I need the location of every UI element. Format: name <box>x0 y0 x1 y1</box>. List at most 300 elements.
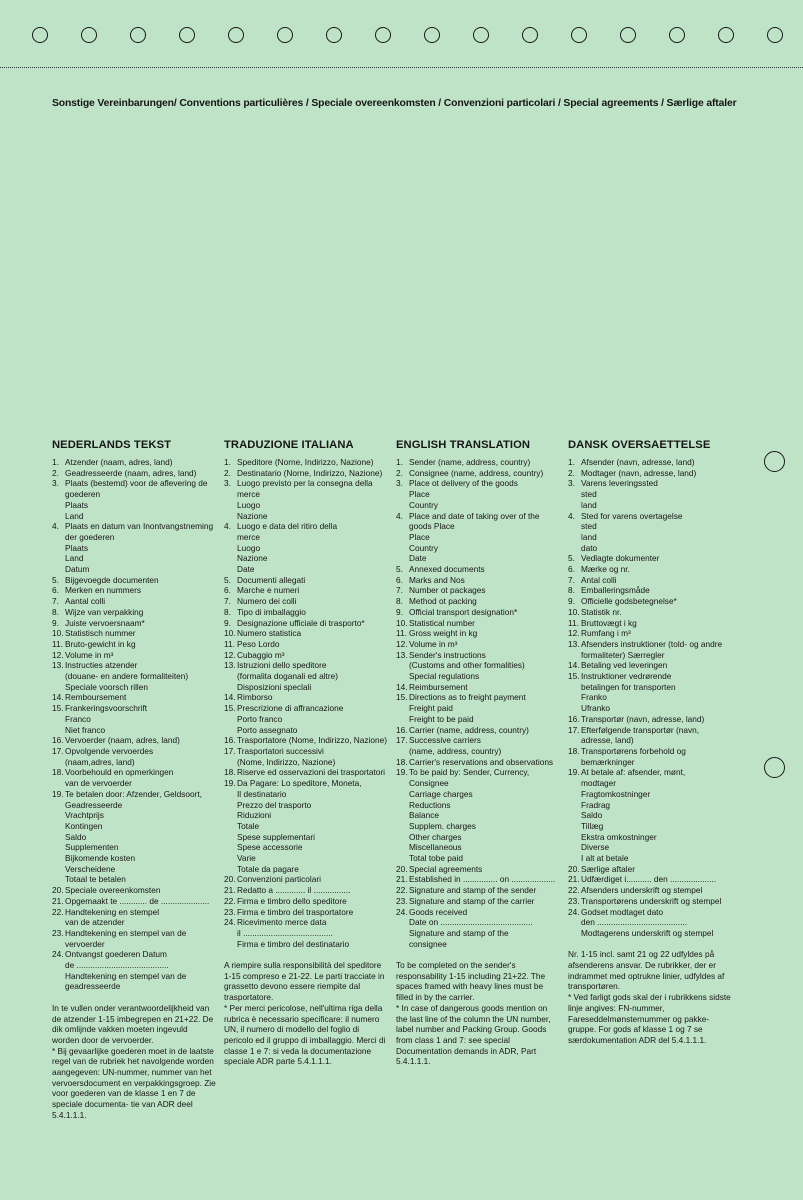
field-label: Vedlagte dokumenter <box>581 553 660 564</box>
field-label: Numero statistica <box>237 628 302 639</box>
field-sublabel: Date on ........................................ <box>409 917 533 928</box>
field-number: 19. <box>568 767 580 778</box>
field-number: 14. <box>568 660 580 671</box>
column-danish <box>568 439 733 1046</box>
field-item <box>52 628 217 639</box>
field-sublabel: Geadresseerde <box>65 799 123 810</box>
field-item <box>568 511 733 554</box>
column-heading: ENGLISH TRANSLATION <box>396 439 531 451</box>
field-item <box>568 767 733 863</box>
field-number: 18. <box>568 745 580 756</box>
field-sublabel: Luogo <box>237 499 261 510</box>
field-number: 4. <box>52 521 59 532</box>
column-note: * Per merci pericolose, nell'ultima riga della rubrica è necessario specificare: il numero UN, il numero di modello del foglio di pericolo ed il gruppo di imballaggio. Merci di classe 1 e 7: si veda la documentazione speciale ADR parte 5.4.1.1.1. <box>224 1002 386 1067</box>
field-sublabel: Saldo <box>581 810 603 821</box>
field-label: Established in ............... on ................... <box>409 874 556 885</box>
binding-hole <box>718 27 734 43</box>
field-label: Transportørens underskrift og stempel <box>581 895 722 906</box>
field-number: 11. <box>224 638 235 649</box>
field-label: Marche e numeri <box>237 585 300 596</box>
field-item <box>52 703 217 735</box>
column-note: Nr. 1-15 incl. samt 21 og 22 udfyldes på afsenderens ansvar. De rubrikker, der er indrammet med optrukne linier, udfyldes af transportøren. <box>568 949 725 992</box>
field-item <box>568 639 733 660</box>
field-label: Peso Lordo <box>237 638 280 649</box>
field-label: Successive carriers <box>409 735 481 746</box>
field-label: Sted for varens overtagelse <box>581 510 683 521</box>
field-item <box>568 885 733 896</box>
field-item <box>396 468 561 479</box>
field-label: Istruzioni dello speditore <box>237 660 327 671</box>
field-sublabel: Totale da pagare <box>237 863 299 874</box>
column-english <box>396 439 561 1067</box>
field-label: Special agreements <box>409 863 483 874</box>
field-sublabel: Date <box>237 564 255 575</box>
field-label: Te betalen door: Afzender, Geldsoort, <box>65 788 202 799</box>
field-sublabel: Disposizioni speclali <box>237 681 312 692</box>
field-label: Atzender (naam, adres, land) <box>65 457 173 467</box>
field-number: 21. <box>396 874 408 885</box>
field-label: Voorbehould en opmerkingen <box>65 767 174 778</box>
field-number: 11. <box>568 617 579 628</box>
field-list <box>396 457 561 949</box>
field-label: Reimbursement <box>409 681 468 692</box>
field-number: 1. <box>224 457 231 467</box>
column-note: A riempire sulla responsibilità del speditore 1-15 compreso e 21-22. Le parti tracciate in grassetto devono essere riempite dal trasportatore. <box>224 960 385 1003</box>
field-number: 5. <box>568 553 575 564</box>
field-item <box>52 735 217 746</box>
field-sublabel: Il destinatario <box>237 788 287 799</box>
field-item <box>224 778 389 874</box>
field-item <box>568 478 733 510</box>
field-label: Trasportatore (Nome, Indirizzo, Nazione) <box>237 735 388 746</box>
field-label: Cubaggio m³ <box>237 649 285 660</box>
field-number: 10. <box>52 628 64 639</box>
field-label: Bruttovægt i kg <box>581 617 637 628</box>
field-item <box>224 896 389 907</box>
field-sublabel: Other charges <box>409 831 462 842</box>
field-item <box>224 639 389 650</box>
field-sublabel: van de atzender <box>65 917 125 928</box>
field-number: 3. <box>224 478 231 489</box>
field-label: Vervoerder (naam, adres, land) <box>65 735 180 746</box>
field-item <box>568 564 733 575</box>
field-number: 14. <box>52 692 64 703</box>
field-number: 2. <box>224 467 231 478</box>
field-item <box>568 618 733 629</box>
field-number: 15. <box>568 671 580 682</box>
field-item <box>52 618 217 629</box>
field-item <box>568 746 733 767</box>
field-sublabel: Special regulations <box>409 671 480 682</box>
field-number: 16. <box>52 735 64 746</box>
field-label: Bruto-gewicht in kg <box>65 638 136 649</box>
field-item <box>396 767 561 863</box>
field-item <box>396 457 561 468</box>
field-item <box>396 607 561 618</box>
field-sublabel: Niet franco <box>65 724 106 735</box>
field-label: Afsenders underskrift og stempel <box>581 885 703 896</box>
field-label: Volume in m³ <box>409 638 458 649</box>
field-sublabel: Plaats <box>65 542 89 553</box>
field-label: Juiste vervoersnaam* <box>65 617 145 628</box>
field-label: Firma e timbro del trasportatore <box>237 906 354 917</box>
field-number: 17. <box>568 724 580 735</box>
field-label: Efterfølgende transportør (navn, adresse, land) <box>581 724 700 746</box>
field-number: 20. <box>52 885 64 896</box>
field-number: 7. <box>396 585 403 596</box>
field-label: Sender (name, address, country) <box>409 457 531 467</box>
field-label: Særlige aftaler <box>581 863 635 874</box>
field-number: 13. <box>224 660 236 671</box>
field-label: Antal colli <box>581 574 617 585</box>
field-number: 1. <box>52 457 59 467</box>
field-item <box>224 607 389 618</box>
binding-hole <box>620 27 636 43</box>
field-label: Officielle godsbetegnelse* <box>581 596 677 607</box>
field-number: 8. <box>396 596 403 607</box>
field-item <box>396 585 561 596</box>
field-item <box>396 639 561 650</box>
field-sublabel: Date <box>409 553 427 564</box>
field-number: 2. <box>396 467 403 478</box>
field-item <box>396 564 561 575</box>
field-label: Luogo e data del ritiro della <box>237 521 338 532</box>
field-label: Frankeringsvoorschrift <box>65 703 148 714</box>
field-sublabel: Land <box>65 510 84 521</box>
field-item <box>396 907 561 950</box>
binding-hole <box>277 27 293 43</box>
field-number: 21. <box>52 895 64 906</box>
field-sublabel: Supplem. charges <box>409 820 476 831</box>
field-number: 16. <box>396 724 408 735</box>
field-label: Transportørens forbehold og <box>581 745 686 756</box>
field-item <box>396 896 561 907</box>
field-label: Modtager (navn, adresse, land) <box>581 467 697 478</box>
column-heading: NEDERLANDS TEKST <box>52 439 172 451</box>
field-sublabel: land <box>581 531 597 542</box>
field-item <box>396 575 561 586</box>
field-item <box>224 585 389 596</box>
field-item <box>568 575 733 586</box>
field-label: Transportør (navn, adresse, land) <box>581 713 705 724</box>
field-item <box>52 789 217 885</box>
field-number: 24. <box>396 906 408 917</box>
field-number: 5. <box>224 574 231 585</box>
field-number: 13. <box>396 649 408 660</box>
field-number: 22. <box>568 885 580 896</box>
field-number: 6. <box>568 564 575 575</box>
field-number: 9. <box>568 596 575 607</box>
field-sublabel: Diverse <box>581 842 610 853</box>
field-sublabel: Country <box>409 542 439 553</box>
field-label: Geadresseerde (naam, adres, land) <box>65 467 197 478</box>
column-italian <box>224 439 389 1067</box>
field-number: 4. <box>224 521 231 532</box>
field-label: Signature and stamp of the sender <box>409 885 537 896</box>
field-sublabel: van de vervoerder <box>65 778 132 789</box>
field-label: Directions as to freight payment <box>409 692 526 703</box>
field-label: Mærke og nr. <box>581 564 630 575</box>
field-label: To be paid by: Sender, Currency, <box>409 767 530 778</box>
field-number: 19. <box>224 778 236 789</box>
field-sublabel: (Customs and other formalities) <box>409 660 525 671</box>
field-number: 17. <box>52 745 64 756</box>
field-item <box>396 692 561 724</box>
field-sublabel: I alt at betale <box>581 853 629 864</box>
field-sublabel: (formalita doganali ed altre) <box>237 671 338 682</box>
binding-hole <box>424 27 440 43</box>
field-sublabel: Porto franco <box>237 713 283 724</box>
field-list <box>568 457 733 939</box>
field-sublabel: (name, address, country) <box>409 745 502 756</box>
field-number: 15. <box>224 703 236 714</box>
field-number: 12. <box>396 638 408 649</box>
field-sublabel: Saldo <box>65 831 87 842</box>
field-item <box>52 639 217 650</box>
field-label: Bijgevoegde documenten <box>65 574 159 585</box>
field-item <box>224 917 389 949</box>
field-item <box>396 650 561 682</box>
field-sublabel: modtager <box>581 778 617 789</box>
field-label: Statistik nr. <box>581 606 622 617</box>
field-label: Carrier's reservations and observations <box>409 756 554 767</box>
field-item <box>52 521 217 575</box>
field-item <box>396 628 561 639</box>
field-label: Statistisch nummer <box>65 628 136 639</box>
field-sublabel: Totale <box>237 820 260 831</box>
field-sublabel: Varie <box>237 853 256 864</box>
field-number: 24. <box>52 949 64 960</box>
field-sublabel: Franco <box>65 713 91 724</box>
field-item <box>52 585 217 596</box>
field-sublabel: de ........................................ <box>65 960 169 971</box>
field-list <box>224 457 389 949</box>
field-item <box>396 596 561 607</box>
field-label: Consignee (name, address, country) <box>409 467 544 478</box>
field-item <box>224 703 389 735</box>
perforation-line <box>0 67 803 68</box>
field-label: Redatto a ............. il ................ <box>237 885 351 896</box>
field-item <box>396 735 561 756</box>
field-number: 14. <box>224 692 236 703</box>
field-item <box>52 928 217 949</box>
field-sublabel: Total tobe paid <box>409 853 463 864</box>
field-label: Firma e timbro dello speditore <box>237 895 347 906</box>
field-label: Aantal colli <box>65 596 106 607</box>
field-sublabel: (douane- en andere formaliteiten) <box>65 671 189 682</box>
field-number: 15. <box>396 692 408 703</box>
field-number: 18. <box>224 767 236 778</box>
field-sublabel: Datum <box>65 564 90 575</box>
field-sublabel: sted <box>581 521 597 532</box>
field-label: Documenti allegati <box>237 574 306 585</box>
field-sublabel: Fradrag <box>581 799 611 810</box>
field-sublabel: Carriage charges <box>409 788 473 799</box>
field-item <box>52 607 217 618</box>
field-item <box>224 735 389 746</box>
field-item <box>224 767 389 778</box>
field-number: 13. <box>52 660 64 671</box>
field-item <box>224 521 389 575</box>
field-item <box>568 596 733 607</box>
field-label: Instructies atzender <box>65 660 138 671</box>
field-number: 6. <box>52 585 59 596</box>
field-number: 1. <box>396 457 403 467</box>
field-label: Handtekening en stempel <box>65 906 160 917</box>
field-sublabel: Totaal te betalen <box>65 874 126 885</box>
field-number: 23. <box>224 906 236 917</box>
field-label: Merken en nummers <box>65 585 142 596</box>
field-number: 13. <box>568 638 580 649</box>
field-item <box>396 725 561 736</box>
binding-hole <box>228 27 244 43</box>
field-item <box>568 864 733 875</box>
field-number: 17. <box>396 735 408 746</box>
field-label: Official transport designation* <box>409 606 518 617</box>
field-number: 12. <box>52 649 64 660</box>
field-sublabel: Ufranko <box>581 703 611 714</box>
field-sublabel: Land <box>65 553 84 564</box>
field-number: 16. <box>224 735 236 746</box>
field-item <box>568 607 733 618</box>
column-dutch <box>52 439 217 1121</box>
field-sublabel: Country <box>409 499 439 510</box>
field-number: 18. <box>52 767 64 778</box>
binding-hole <box>669 27 685 43</box>
field-number: 17. <box>224 745 236 756</box>
field-sublabel: vervoerder <box>65 938 105 949</box>
field-number: 21. <box>568 874 580 885</box>
side-hole-upper <box>764 451 785 472</box>
field-label: Place ot delivery of the goods <box>409 478 518 489</box>
field-item <box>52 596 217 607</box>
field-item <box>224 907 389 918</box>
field-sublabel: den ....................................... <box>581 917 688 928</box>
binding-hole <box>473 27 489 43</box>
field-item <box>52 478 217 521</box>
field-number: 23. <box>568 895 580 906</box>
field-number: 23. <box>52 927 64 938</box>
field-label: Annexed documents <box>409 564 485 575</box>
field-item <box>52 885 217 896</box>
field-item <box>396 864 561 875</box>
binding-hole <box>130 27 146 43</box>
field-label: Convenzioni particolari <box>237 874 321 885</box>
field-item <box>396 511 561 565</box>
field-sublabel: Nazione <box>237 553 268 564</box>
field-number: 22. <box>224 895 236 906</box>
field-item <box>396 757 561 768</box>
field-number: 11. <box>52 638 63 649</box>
field-item <box>396 478 561 510</box>
field-item <box>396 874 561 885</box>
field-label: Tipo di imballaggio <box>237 606 306 617</box>
field-sublabel: Handtekening en stempel van de <box>65 970 187 981</box>
field-item <box>568 874 733 885</box>
column-note: * In case of dangerous goods mention on the last line of the column the UN number, label number and Packing Group. Goods from class 1 and 7: see special Documentation demands in ADR, Part 5.4.1.1.1. <box>396 1002 551 1067</box>
field-label: Opgemaakt te ............ de ..................... <box>65 895 210 906</box>
field-sublabel: Tillæg <box>581 820 604 831</box>
column-note: * Bij gevaarlijke goederen moet in de laatste regel van de rubriek het navolgende worden aangegeven: UN-nummer, nummer van het vervoersdocument en verpakkingsgroep. Zie voor goederen van de klasse 1 en 7 de speciale documenta- tie van ADR deel 5.4.1.1.1. <box>52 1045 216 1120</box>
field-label: Luogo previsto per la consegna della <box>237 478 373 489</box>
field-item <box>224 575 389 586</box>
field-sublabel: (naam,adres, land) <box>65 756 135 767</box>
field-number: 3. <box>568 478 575 489</box>
field-number: 7. <box>224 596 231 607</box>
column-heading: TRADUZIONE ITALIANA <box>224 439 354 451</box>
field-number: 23. <box>396 895 408 906</box>
field-label: Opvolgende vervoerdes <box>65 745 154 756</box>
field-label: Marks and Nos <box>409 574 465 585</box>
field-label: Ontvangst goederen Datum <box>65 949 167 960</box>
field-label: Goods received <box>409 906 468 917</box>
field-item <box>224 660 389 692</box>
field-number: 8. <box>52 606 59 617</box>
field-number: 10. <box>224 628 236 639</box>
field-label: Afsender (navn, adresse, land) <box>581 457 695 467</box>
field-number: 12. <box>224 649 236 660</box>
field-item <box>568 725 733 746</box>
field-item <box>568 628 733 639</box>
field-number: 8. <box>568 585 575 596</box>
field-sublabel: Speciale voorsch rillen <box>65 681 149 692</box>
binding-hole <box>522 27 538 43</box>
field-item <box>52 468 217 479</box>
field-sublabel: (Nome, Indirizzo, Nazione) <box>237 756 336 767</box>
binding-hole <box>375 27 391 43</box>
field-label: Plaats en datum van Inontvangstneming der goederen <box>65 521 214 542</box>
field-sublabel: Plaats <box>65 499 89 510</box>
field-label: Method ot packing <box>409 596 477 607</box>
binding-hole <box>32 27 48 43</box>
field-label: Rimborso <box>237 692 273 703</box>
field-number: 4. <box>396 510 403 521</box>
field-sublabel: sted <box>581 489 597 500</box>
side-hole-lower <box>764 757 785 778</box>
field-number: 3. <box>396 478 403 489</box>
section-title: Sonstige Vereinbarungen/ Conventions particulières / Speciale overeenkomsten / Convenzioni particolari / Special agreements / Særlige aftaler <box>52 98 737 109</box>
field-number: 9. <box>52 617 59 628</box>
field-sublabel: Firma e timbro del destinatario <box>237 938 350 949</box>
field-item <box>224 746 389 767</box>
field-number: 8. <box>224 606 231 617</box>
field-number: 2. <box>568 467 575 478</box>
field-sublabel: Supplementen <box>65 842 119 853</box>
field-label: Remboursement <box>65 692 127 703</box>
field-number: 15. <box>52 703 64 714</box>
field-label: Trasportatori successivi <box>237 745 324 756</box>
field-sublabel: merce <box>237 531 261 542</box>
field-sublabel: Porto assegnato <box>237 724 298 735</box>
field-item <box>224 478 389 521</box>
field-number: 14. <box>396 681 408 692</box>
field-sublabel: betalingen for transporten <box>581 681 676 692</box>
field-number: 20. <box>396 863 408 874</box>
field-sublabel: Kontingen <box>65 820 103 831</box>
field-sublabel: Signature and stamp of the <box>409 927 509 938</box>
field-label: Udfærdiget i........... den .................... <box>581 874 717 885</box>
field-item <box>52 896 217 907</box>
field-item <box>52 767 217 788</box>
field-item <box>224 650 389 661</box>
field-label: Plaats (bestemd) voor de aflevering de goederen <box>65 478 208 500</box>
field-list <box>52 457 217 992</box>
field-number: 20. <box>568 863 580 874</box>
binding-hole <box>81 27 97 43</box>
binding-hole <box>326 27 342 43</box>
field-item <box>224 596 389 607</box>
field-label: Godset modtaget dato <box>581 906 664 917</box>
